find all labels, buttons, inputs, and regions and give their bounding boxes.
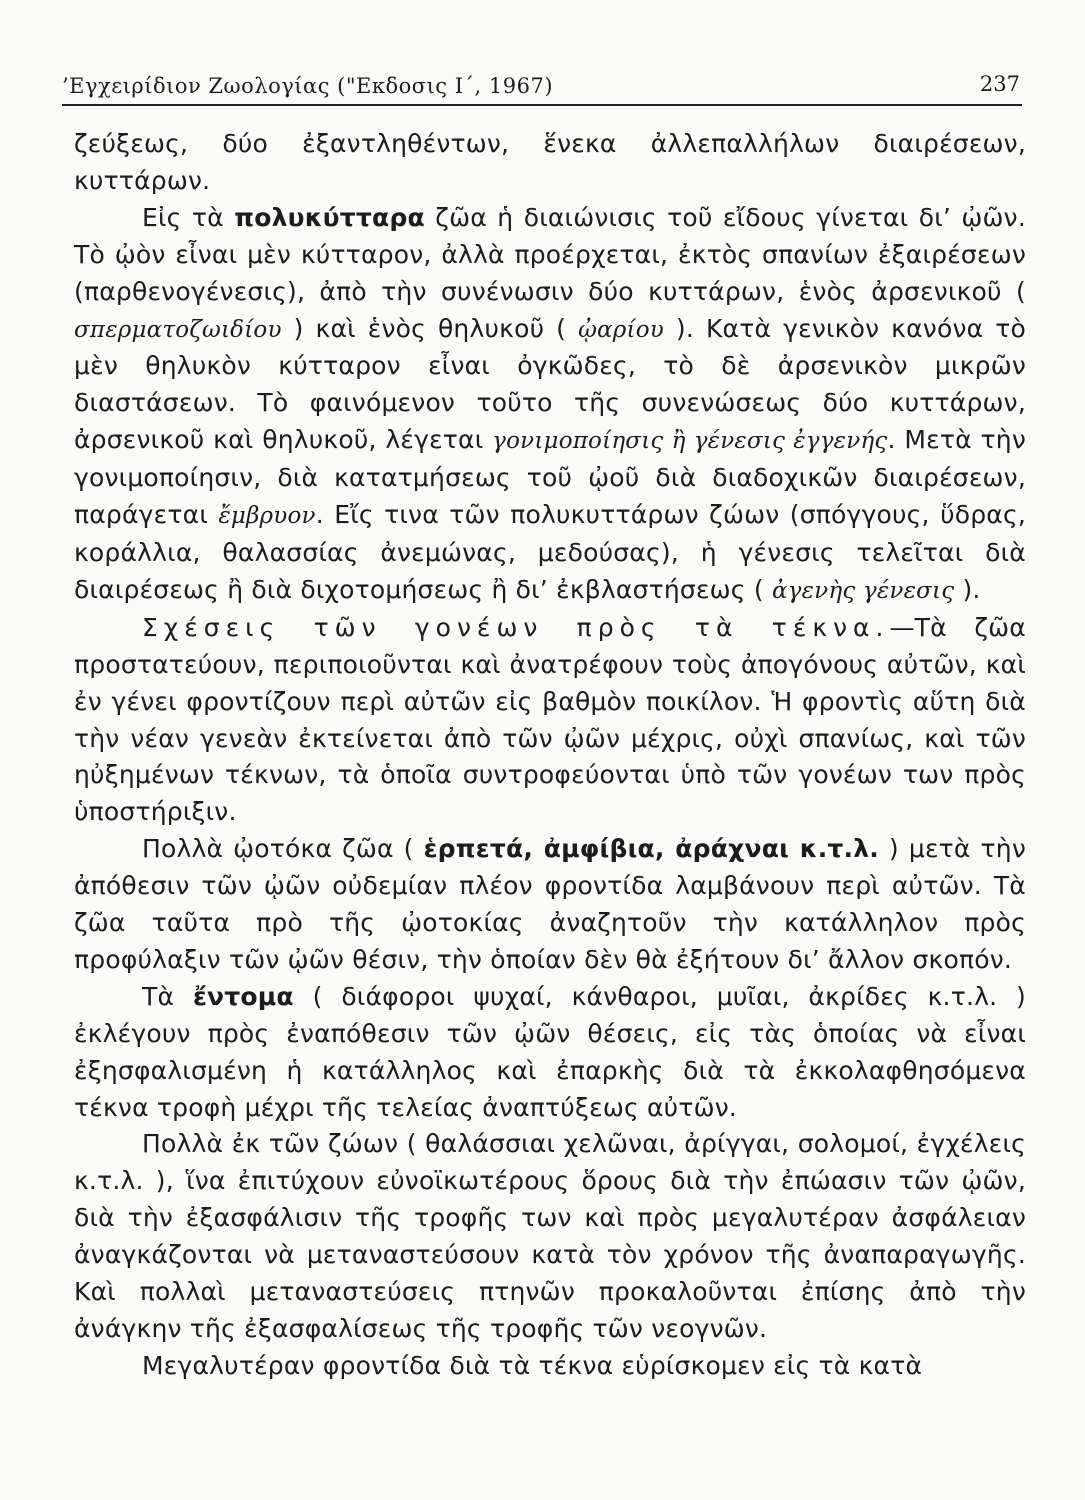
text-run: ( διάφοροι ψυχαί, κάνθαροι, μυῖαι, ἀκρίδες κ.τ.λ. ) ἐκλέγουν πρὸς ἐναπόθεσιν τῶν ᾠῶν θέσεις, εἰς τὰς ὁποίας νὰ εἶναι ἐξησφαλισμένη ἡ κατάλληλος καὶ ἐπαρκὴς διὰ τὰ ἐκκολαφθησόμενα τέκνα τροφὴ μέχρι τῆς τελείας ἀναπτύξεως αὐτῶν. bbox=[74, 981, 1026, 1122]
text-run: Μεγαλυτέραν φροντίδα διὰ τὰ τέκνα εὑρίσκομεν εἰς τὰ κατὰ bbox=[142, 1350, 923, 1380]
section-heading: Σχέσεις τῶν γονέων πρὸς τὰ τέκνα. bbox=[142, 612, 890, 642]
paragraph-2 bbox=[74, 200, 1026, 610]
text-run: ) καὶ ἑνὸς θηλυκοῦ ( bbox=[281, 313, 579, 343]
body-text bbox=[74, 126, 1026, 1385]
italic-term: σπερματοζωιδίου bbox=[74, 316, 282, 343]
text-run: —Τὰ ζῶα προστατεύουν, περιποιοῦνται καὶ ἀνατρέφουν τοὺς ἀπογόνους αὐτῶν, καὶ ἐν γένει φροντίζουν περὶ αὐτῶν εἰς βαθμὸν ποικίλον. Ἡ φροντὶς αὕτη διὰ τὴν νέαν γενεὰν ἐκτείνεται ἀπὸ τῶν ᾠῶν μέχρις, οὐχὶ σπανίως, καὶ τῶν ηὐξημένων τέκνων, τὰ ὁποῖα συντροφεύονται ὑπὸ τῶν γονέων των πρὸς ὑποστήριξιν. bbox=[74, 612, 1026, 827]
bold-term: ἑρπετά, ἀμφίβια, ἀράχναι κ.τ.λ. bbox=[423, 834, 879, 864]
italic-term: ἀγενὴς γένεσις bbox=[771, 577, 955, 604]
bold-term: πολυκύτταρα bbox=[234, 202, 425, 232]
running-header bbox=[62, 64, 1022, 106]
italic-term: ᾠαρίου bbox=[578, 316, 664, 343]
text-run: . Εἴς τινα τῶν πολυκυττάρων ζώων (σπόγγους, ὕδρας, κοράλλια, θαλασσίας ἀνεμώνας, μεδούσας), ἡ γένεσις τελεῖται διὰ διαιρέσεως ἢ διὰ διχοτομήσεως ἢ δι’ ἐκβλαστήσεως ( bbox=[74, 500, 1027, 604]
italic-term: ἔμβρυον bbox=[218, 503, 316, 530]
paragraph-6 bbox=[74, 1126, 1026, 1347]
text-run: Εἰς τὰ bbox=[142, 202, 235, 232]
text-run: ). Κατὰ γενικὸν κανόνα τὸ μὲν θηλυκὸν κύτταρον εἶναι ὀγκῶδες, τὸ δὲ ἀρσενικὸν μικρῶν διαστάσεων. Τὸ φαινόμενον τοῦτο τῆς συνενώσεως δύο κυττάρων, ἀρσενικοῦ καὶ θηλυκοῦ, λέγεται bbox=[74, 313, 1026, 455]
paragraph-1 bbox=[74, 126, 1026, 200]
text-run: ζῶα ἡ διαιώνισις τοῦ εἴδους γίνεται δι’ ᾠῶν. Τὸ ᾠὸν εἶναι μὲν κύτταρον, ἀλλὰ προέρχεται, ἐκτὸς σπανίων ἐξαιρέσεων (παρθενογένεσις), ἀπὸ τὴν συνένωσιν δύο κυττάρων, ἑνὸς ἀρσενικοῦ ( bbox=[74, 202, 1026, 306]
paragraph-3 bbox=[74, 610, 1026, 831]
text-run: ) μετὰ τὴν ἀπόθεσιν τῶν ᾠῶν οὐδεμίαν πλέον φροντίδα λαμβάνουν περὶ αὐτῶν. Τὰ ζῶα ταῦτα πρὸ τῆς ᾠοτοκίας ἀναζητοῦν τὴν κατάλληλον πρὸς προφύλαξιν τῶν ᾠῶν θέσιν, τὴν ὁποίαν δὲν θὰ ἐξήτουν δι’ ἄλλον σκοπόν. bbox=[74, 834, 1027, 974]
page-number: 237 bbox=[979, 72, 1020, 96]
text-run: ). bbox=[954, 574, 981, 604]
italic-term: γονιμοποίησις ἢ γένεσις ἐγγενής bbox=[492, 428, 888, 455]
bold-term: ἔντομα bbox=[192, 981, 294, 1011]
text-run: Πολλὰ ἐκ τῶν ζώων ( θαλάσσιαι χελῶναι, ἀρίγγαι, σολομοί, ἐγχέλεις κ.τ.λ. ), ἵνα ἐπιτύχουν εὐνοϊκωτέρους ὅρους διὰ τὴν ἐπώασιν τῶν ᾠῶν, διὰ τὴν ἐξασφάλισιν τῆς τροφῆς των καὶ πρὸς μεγαλυτέραν ἀσφάλειαν ἀναγκάζονται νὰ μεταναστεύσουν κατὰ τὸν χρόνον τῆς ἀναπαραγωγῆς. Καὶ πολλαὶ μεταναστεύσεις πτηνῶν προκαλοῦνται ἐπίσης ἀπὸ τὴν ἀνάγκην τῆς ἐξασφαλίσεως τῆς τροφῆς τῶν νεογνῶν. bbox=[74, 1129, 1026, 1343]
text-run: Τὰ bbox=[142, 981, 193, 1011]
paragraph-7 bbox=[74, 1348, 1026, 1385]
paragraph-4 bbox=[74, 831, 1026, 979]
paragraph-5 bbox=[74, 979, 1026, 1127]
text-run: . Μετὰ τὴν γονιμοποίησιν, διὰ κατατμήσεως τοῦ ᾠοῦ διὰ διαδοχικῶν διαιρέσεων, παράγεται bbox=[74, 425, 1026, 530]
header-title: ’Εγχειρίδιον Ζωολογίας ("Εκδοσις Ι΄, 1967) bbox=[62, 74, 554, 98]
text-run: Πολλὰ ᾠοτόκα ζῶα ( bbox=[142, 834, 424, 864]
text-run: ζεύξεως, δύο ἐξαντληθέντων, ἕνεκα ἀλλεπαλλήλων διαιρέσεων, κυττάρων. bbox=[74, 129, 1026, 195]
